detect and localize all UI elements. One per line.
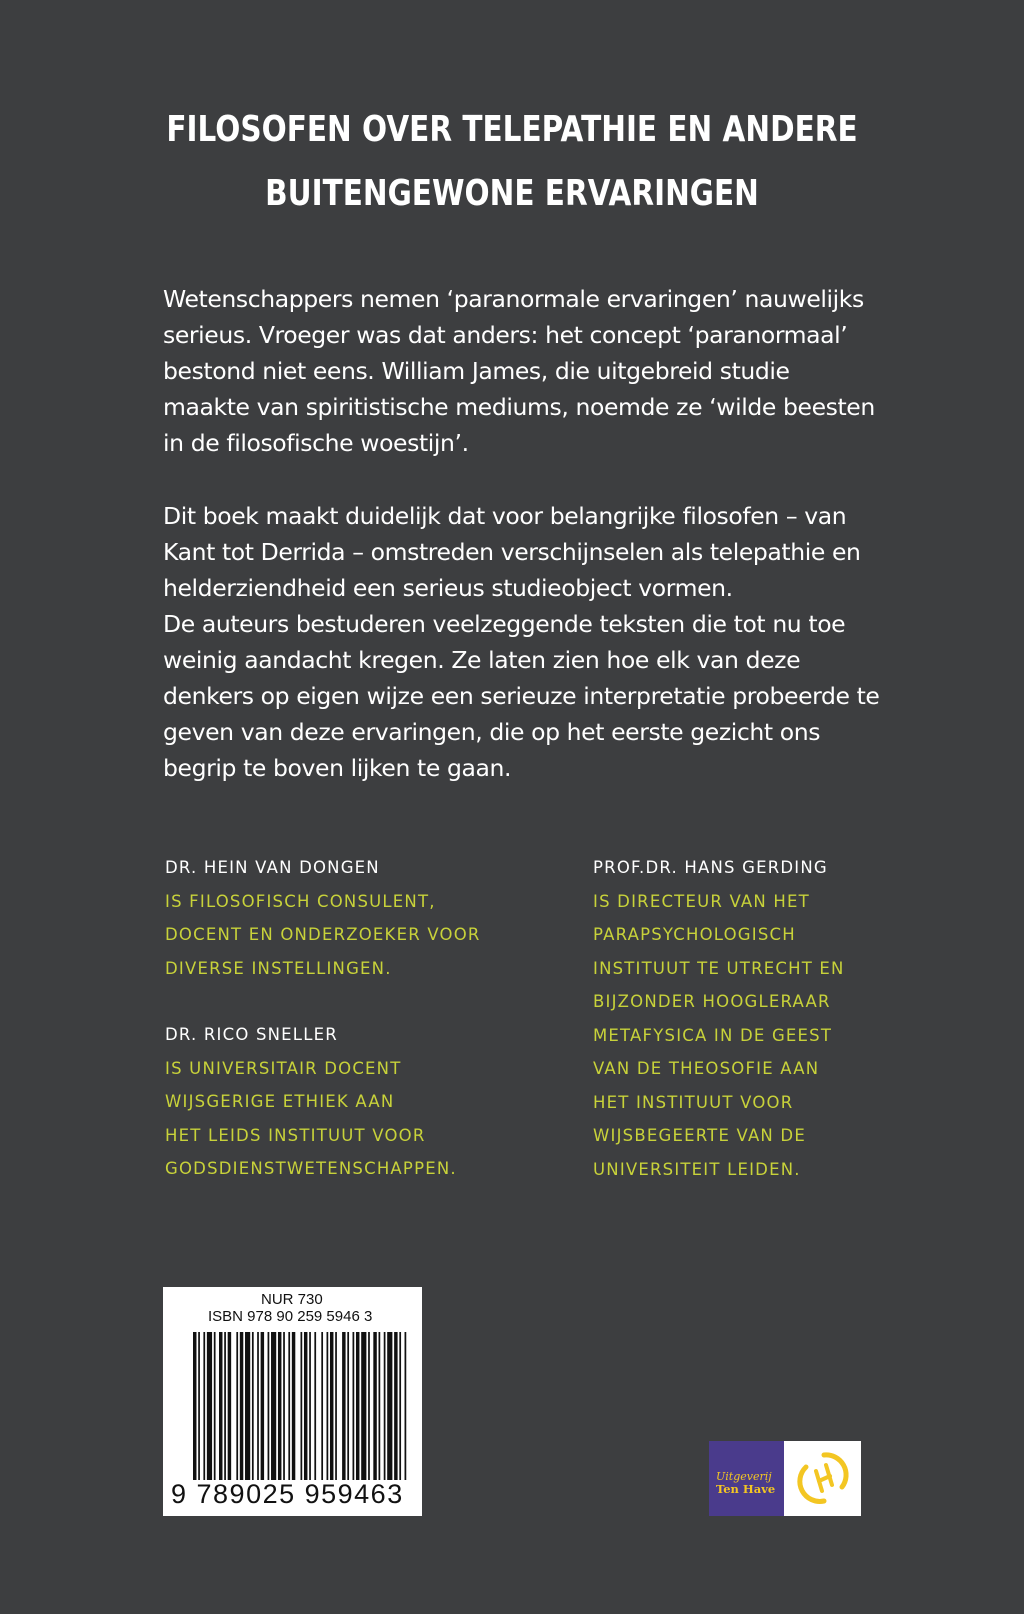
barcode-bar — [309, 1332, 311, 1480]
barcode-bar — [224, 1332, 226, 1480]
ten-have-h-logo-icon — [784, 1441, 861, 1516]
barcode-bar — [321, 1332, 323, 1480]
barcode-bar — [257, 1332, 259, 1480]
barcode-bar — [245, 1332, 250, 1480]
barcode-bar — [228, 1332, 231, 1480]
barcode-number: 9 789025 959463 — [171, 1479, 404, 1509]
barcode-bar — [304, 1332, 307, 1480]
barcode-bar — [394, 1332, 397, 1480]
author-name: DR. HEIN VAN DONGEN — [165, 858, 380, 877]
barcode-bar — [379, 1332, 381, 1480]
author-bio-van-dongen — [165, 851, 565, 985]
barcode-bar — [356, 1332, 359, 1480]
barcode-bar — [198, 1332, 200, 1480]
title-line-2: BUITENGEWONE ERVARINGEN — [265, 173, 759, 214]
publisher-name: Ten Have — [716, 1482, 776, 1496]
publisher-emblem — [784, 1441, 861, 1516]
author-description: IS UNIVERSITAIR DOCENT WIJSGERIGE ETHIEK AAN HET LEIDS INSTITUUT VOOR GODSDIENSTWETENSCHAPPEN. — [165, 1058, 457, 1178]
author-bio-gerding — [593, 851, 993, 1186]
barcode-bar — [405, 1332, 407, 1480]
barcode-bar — [384, 1332, 386, 1480]
barcode-bar — [342, 1332, 345, 1480]
author-description: IS FILOSOFISCH CONSULENT, DOCENT EN ONDERZOEKER VOOR DIVERSE INSTELLINGEN. — [165, 891, 481, 978]
barcode-bar — [292, 1332, 295, 1480]
barcode-label — [163, 1287, 422, 1516]
title-line-1: FILOSOFEN OVER TELEPATHIE EN ANDERE — [166, 109, 858, 150]
barcode-bar — [288, 1332, 290, 1480]
nur-code: NUR 730 — [261, 1291, 323, 1308]
author-name: PROF.DR. HANS GERDING — [593, 858, 828, 877]
barcode-bar — [278, 1332, 281, 1480]
barcode-bar — [373, 1332, 376, 1480]
barcode-bar — [314, 1332, 316, 1480]
barcode-bar — [207, 1332, 212, 1480]
barcode-bar — [368, 1332, 370, 1480]
barcode-bar — [301, 1332, 303, 1480]
barcode-bar — [335, 1332, 337, 1480]
barcode-bar — [361, 1332, 366, 1480]
barcode-bar — [261, 1332, 264, 1480]
blurb-paragraph-3: De auteurs bestuderen veelzeggende teksten die tot nu toe weinig aandacht kregen. Ze laten zien hoe elk van deze denkers op eigen wijze een serieuze interpretatie probeerde te geven van deze ervaringen, die op het eerste gezicht ons begrip te boven lijken te gaan. — [163, 610, 880, 782]
publisher-name-panel — [709, 1441, 784, 1516]
barcode-bar — [268, 1332, 270, 1480]
barcode-bar — [347, 1332, 349, 1480]
barcode-bar — [399, 1332, 401, 1480]
barcode-bar — [353, 1332, 355, 1480]
barcode-bar — [219, 1332, 222, 1480]
blurb-block-2 — [163, 498, 883, 786]
barcode-bars — [193, 1332, 408, 1480]
author-bio-sneller — [165, 1018, 565, 1186]
barcode-bar — [387, 1332, 392, 1480]
isbn-code: ISBN 978 90 259 5946 3 — [208, 1308, 373, 1325]
barcode-bar — [193, 1332, 196, 1480]
barcode-bar — [203, 1332, 205, 1480]
author-description: IS DIRECTEUR VAN HET PARAPSYCHOLOGISCH INSTITUUT TE UTRECHT EN BIJZONDER HOOGLERAAR METAFYSICA IN DE GEEST VAN DE THEOSOFIE AAN HET INSTITUUT VOOR WIJSBEGEERTE VAN DE UNIVERSITEIT LEIDEN. — [593, 891, 845, 1179]
barcode-bar — [330, 1332, 333, 1480]
barcode-bar — [240, 1332, 243, 1480]
barcode-bar — [271, 1332, 276, 1480]
publisher-logo — [709, 1441, 861, 1516]
barcode-bar — [252, 1332, 254, 1480]
barcode-bar — [214, 1332, 216, 1480]
barcode-bar — [236, 1332, 238, 1480]
barcode-bar — [327, 1332, 329, 1480]
blurb-paragraph-1: Wetenschappers nemen ‘paranormale ervaringen’ nauwelijks serieus. Vroeger was dat anders: het concept ‘paranormaal’ bestond niet eens. William James, die uitgebreid studie maakte van spiritistische mediums, noemde ze ‘wilde beesten in de filosofische woestijn’. — [163, 285, 875, 457]
book-title — [92, 98, 932, 226]
barcode-bar — [283, 1332, 285, 1480]
author-name: DR. RICO SNELLER — [165, 1025, 338, 1044]
publisher-label: Uitgeverij — [716, 1470, 772, 1483]
blurb-paragraph-2: Dit boek maakt duidelijk dat voor belangrijke filosofen – van Kant tot Derrida – omstreden verschijnselen als telepathie en helderziendheid een serieus studieobject vormen. — [163, 502, 861, 602]
